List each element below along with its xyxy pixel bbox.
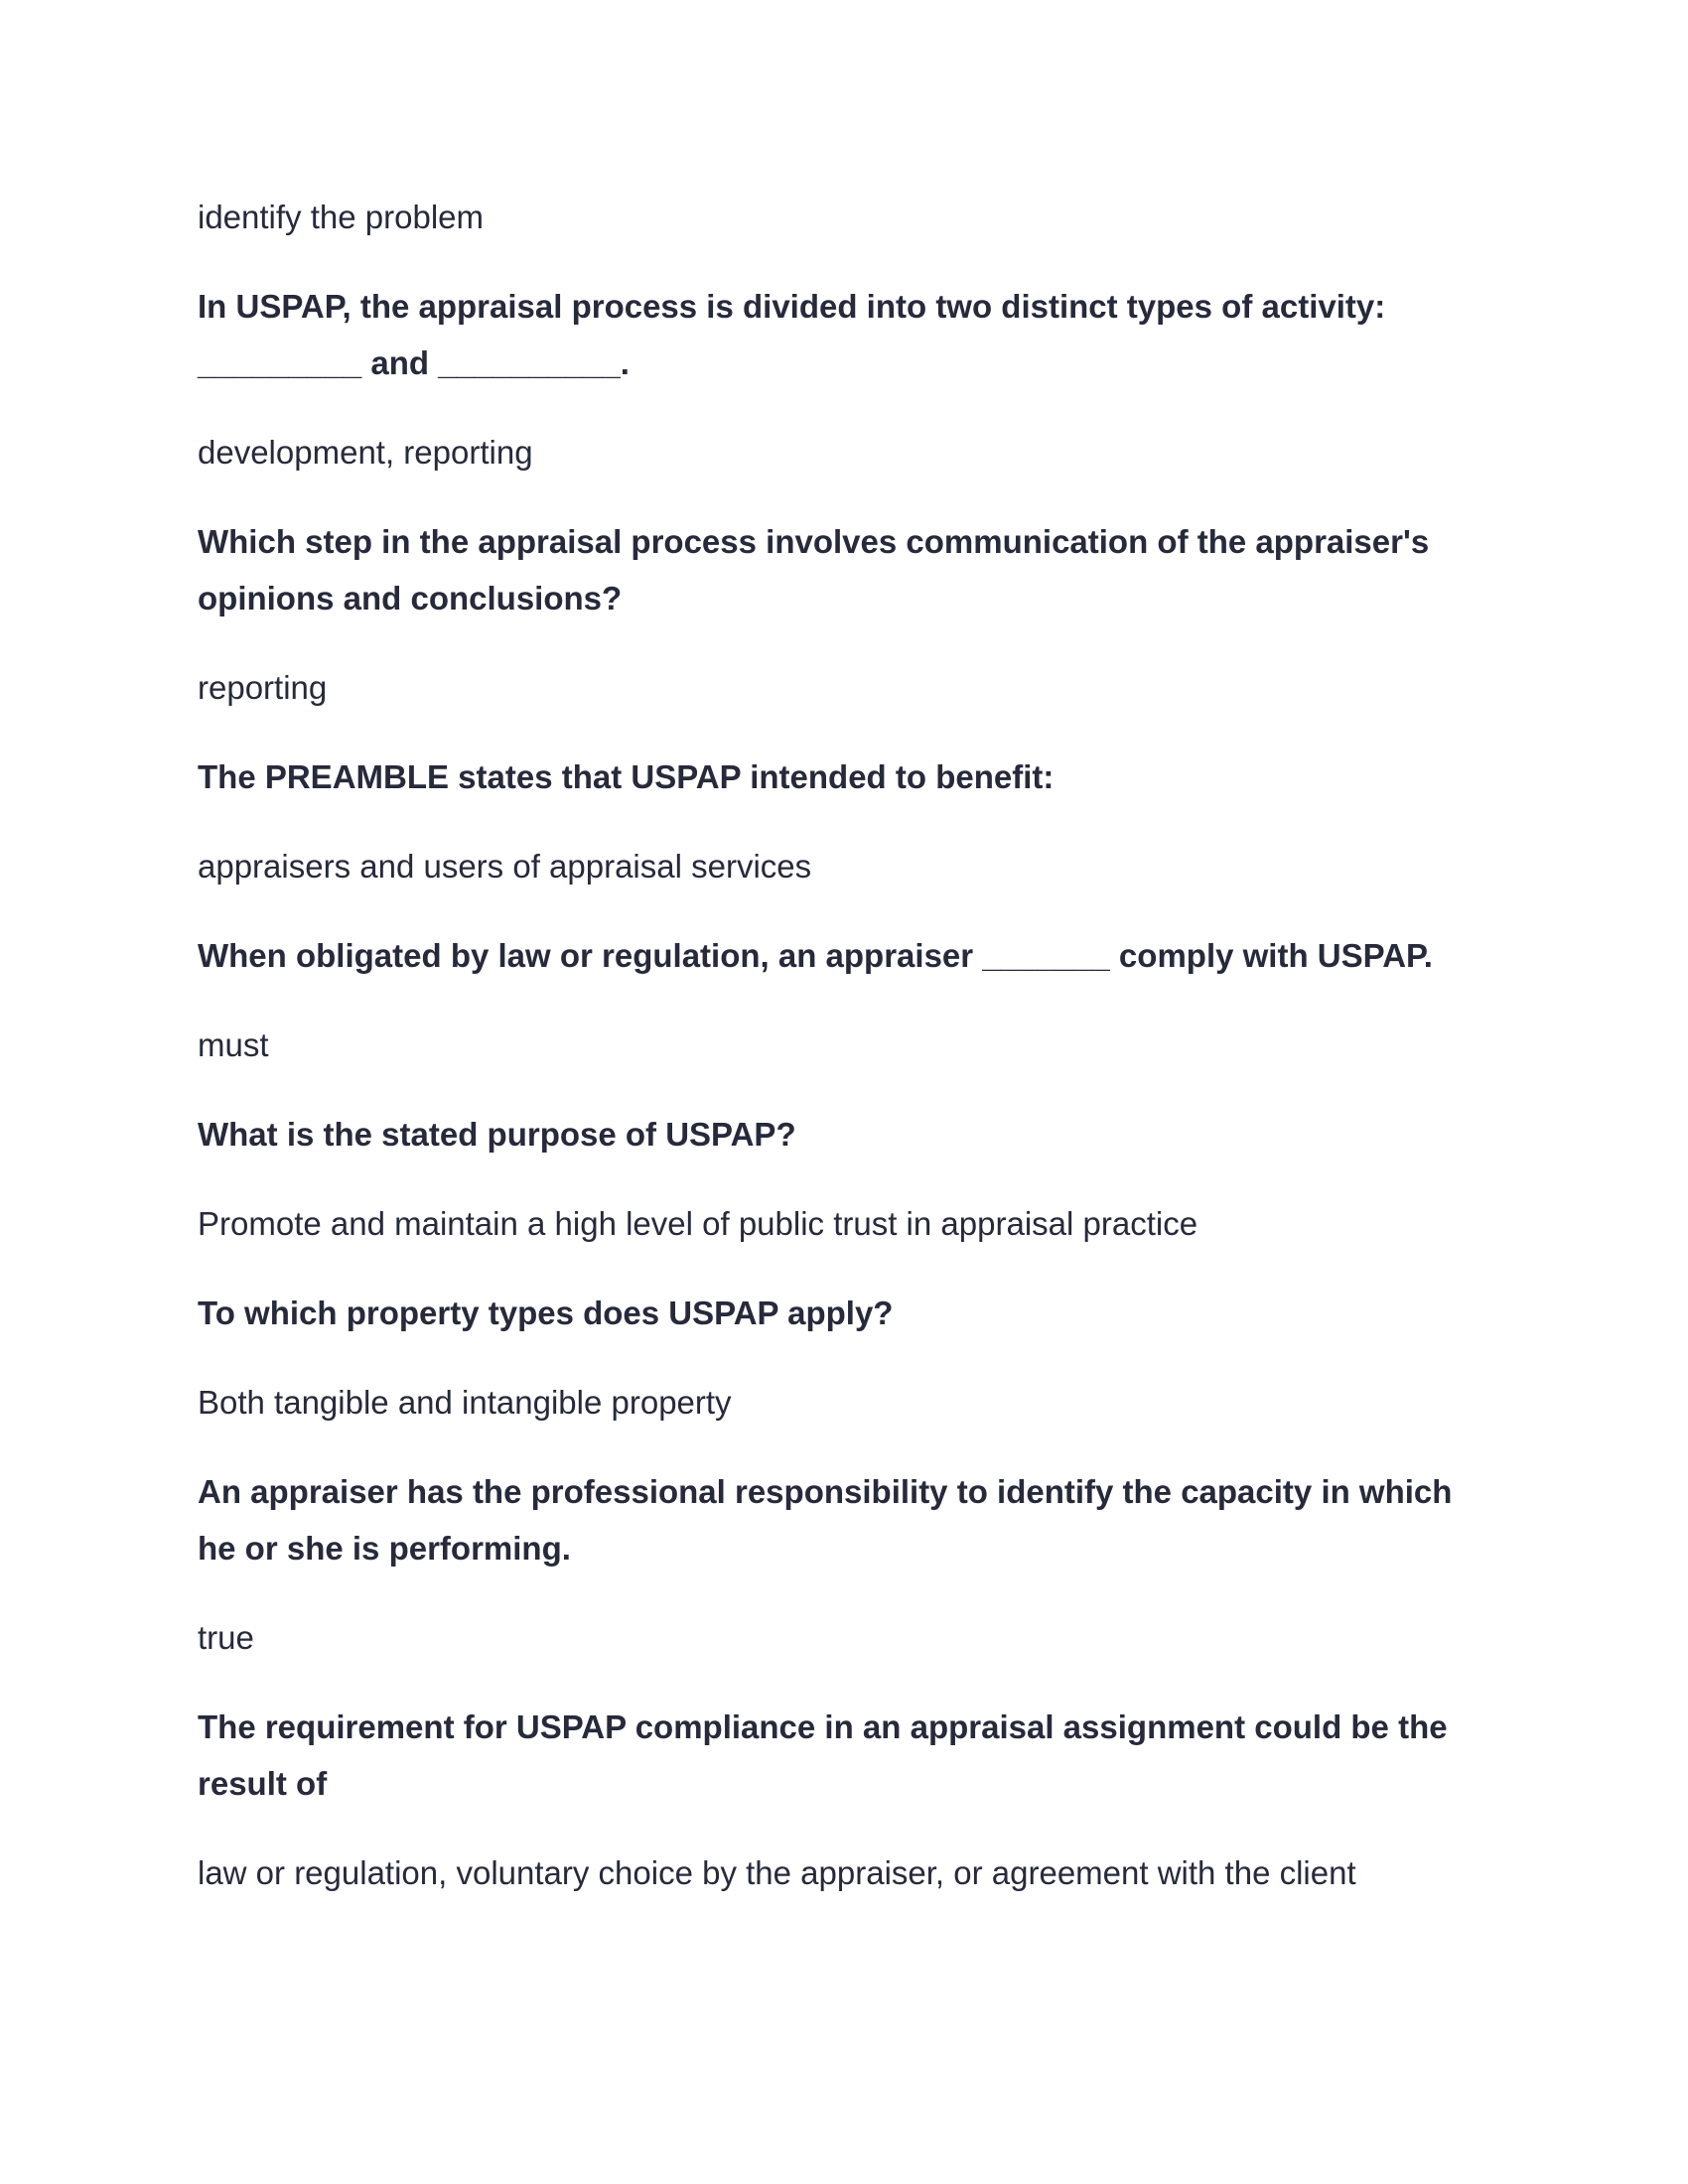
answer-text: Promote and maintain a high level of public trust in appraisal practice bbox=[198, 1205, 1198, 1242]
answer-text: law or regulation, voluntary choice by the appraiser, or agreement with the client bbox=[198, 1854, 1356, 1891]
answer-text: reporting bbox=[198, 669, 328, 706]
question-text: result of bbox=[198, 1765, 328, 1802]
question-text: What is the stated purpose of USPAP? bbox=[198, 1116, 796, 1153]
question-text: An appraiser has the professional responsibility to identify the capacity in which bbox=[198, 1473, 1453, 1510]
question-text: _________ and __________. bbox=[198, 344, 630, 381]
question-text: To which property types does USPAP apply? bbox=[198, 1295, 894, 1331]
question-text: The requirement for USPAP compliance in an appraisal assignment could be the bbox=[198, 1708, 1448, 1745]
answer-text: true bbox=[198, 1619, 254, 1656]
answer-text: Both tangible and intangible property bbox=[198, 1384, 732, 1421]
answer-text: identify the problem bbox=[198, 199, 484, 235]
question-text: The PREAMBLE states that USPAP intended to benefit: bbox=[198, 758, 1055, 795]
question-text: opinions and conclusions? bbox=[198, 580, 623, 616]
answer-text: must bbox=[198, 1026, 269, 1063]
answer-text: appraisers and users of appraisal services bbox=[198, 848, 812, 885]
question-text: When obligated by law or regulation, an appraiser _______ comply with USPAP. bbox=[198, 937, 1433, 974]
question-text: In USPAP, the appraisal process is divided into two distinct types of activity: bbox=[198, 288, 1386, 325]
question-text: Which step in the appraisal process involves communication of the appraiser's bbox=[198, 523, 1430, 560]
question-text: he or she is performing. bbox=[198, 1530, 571, 1567]
answer-text: development, reporting bbox=[198, 434, 533, 471]
